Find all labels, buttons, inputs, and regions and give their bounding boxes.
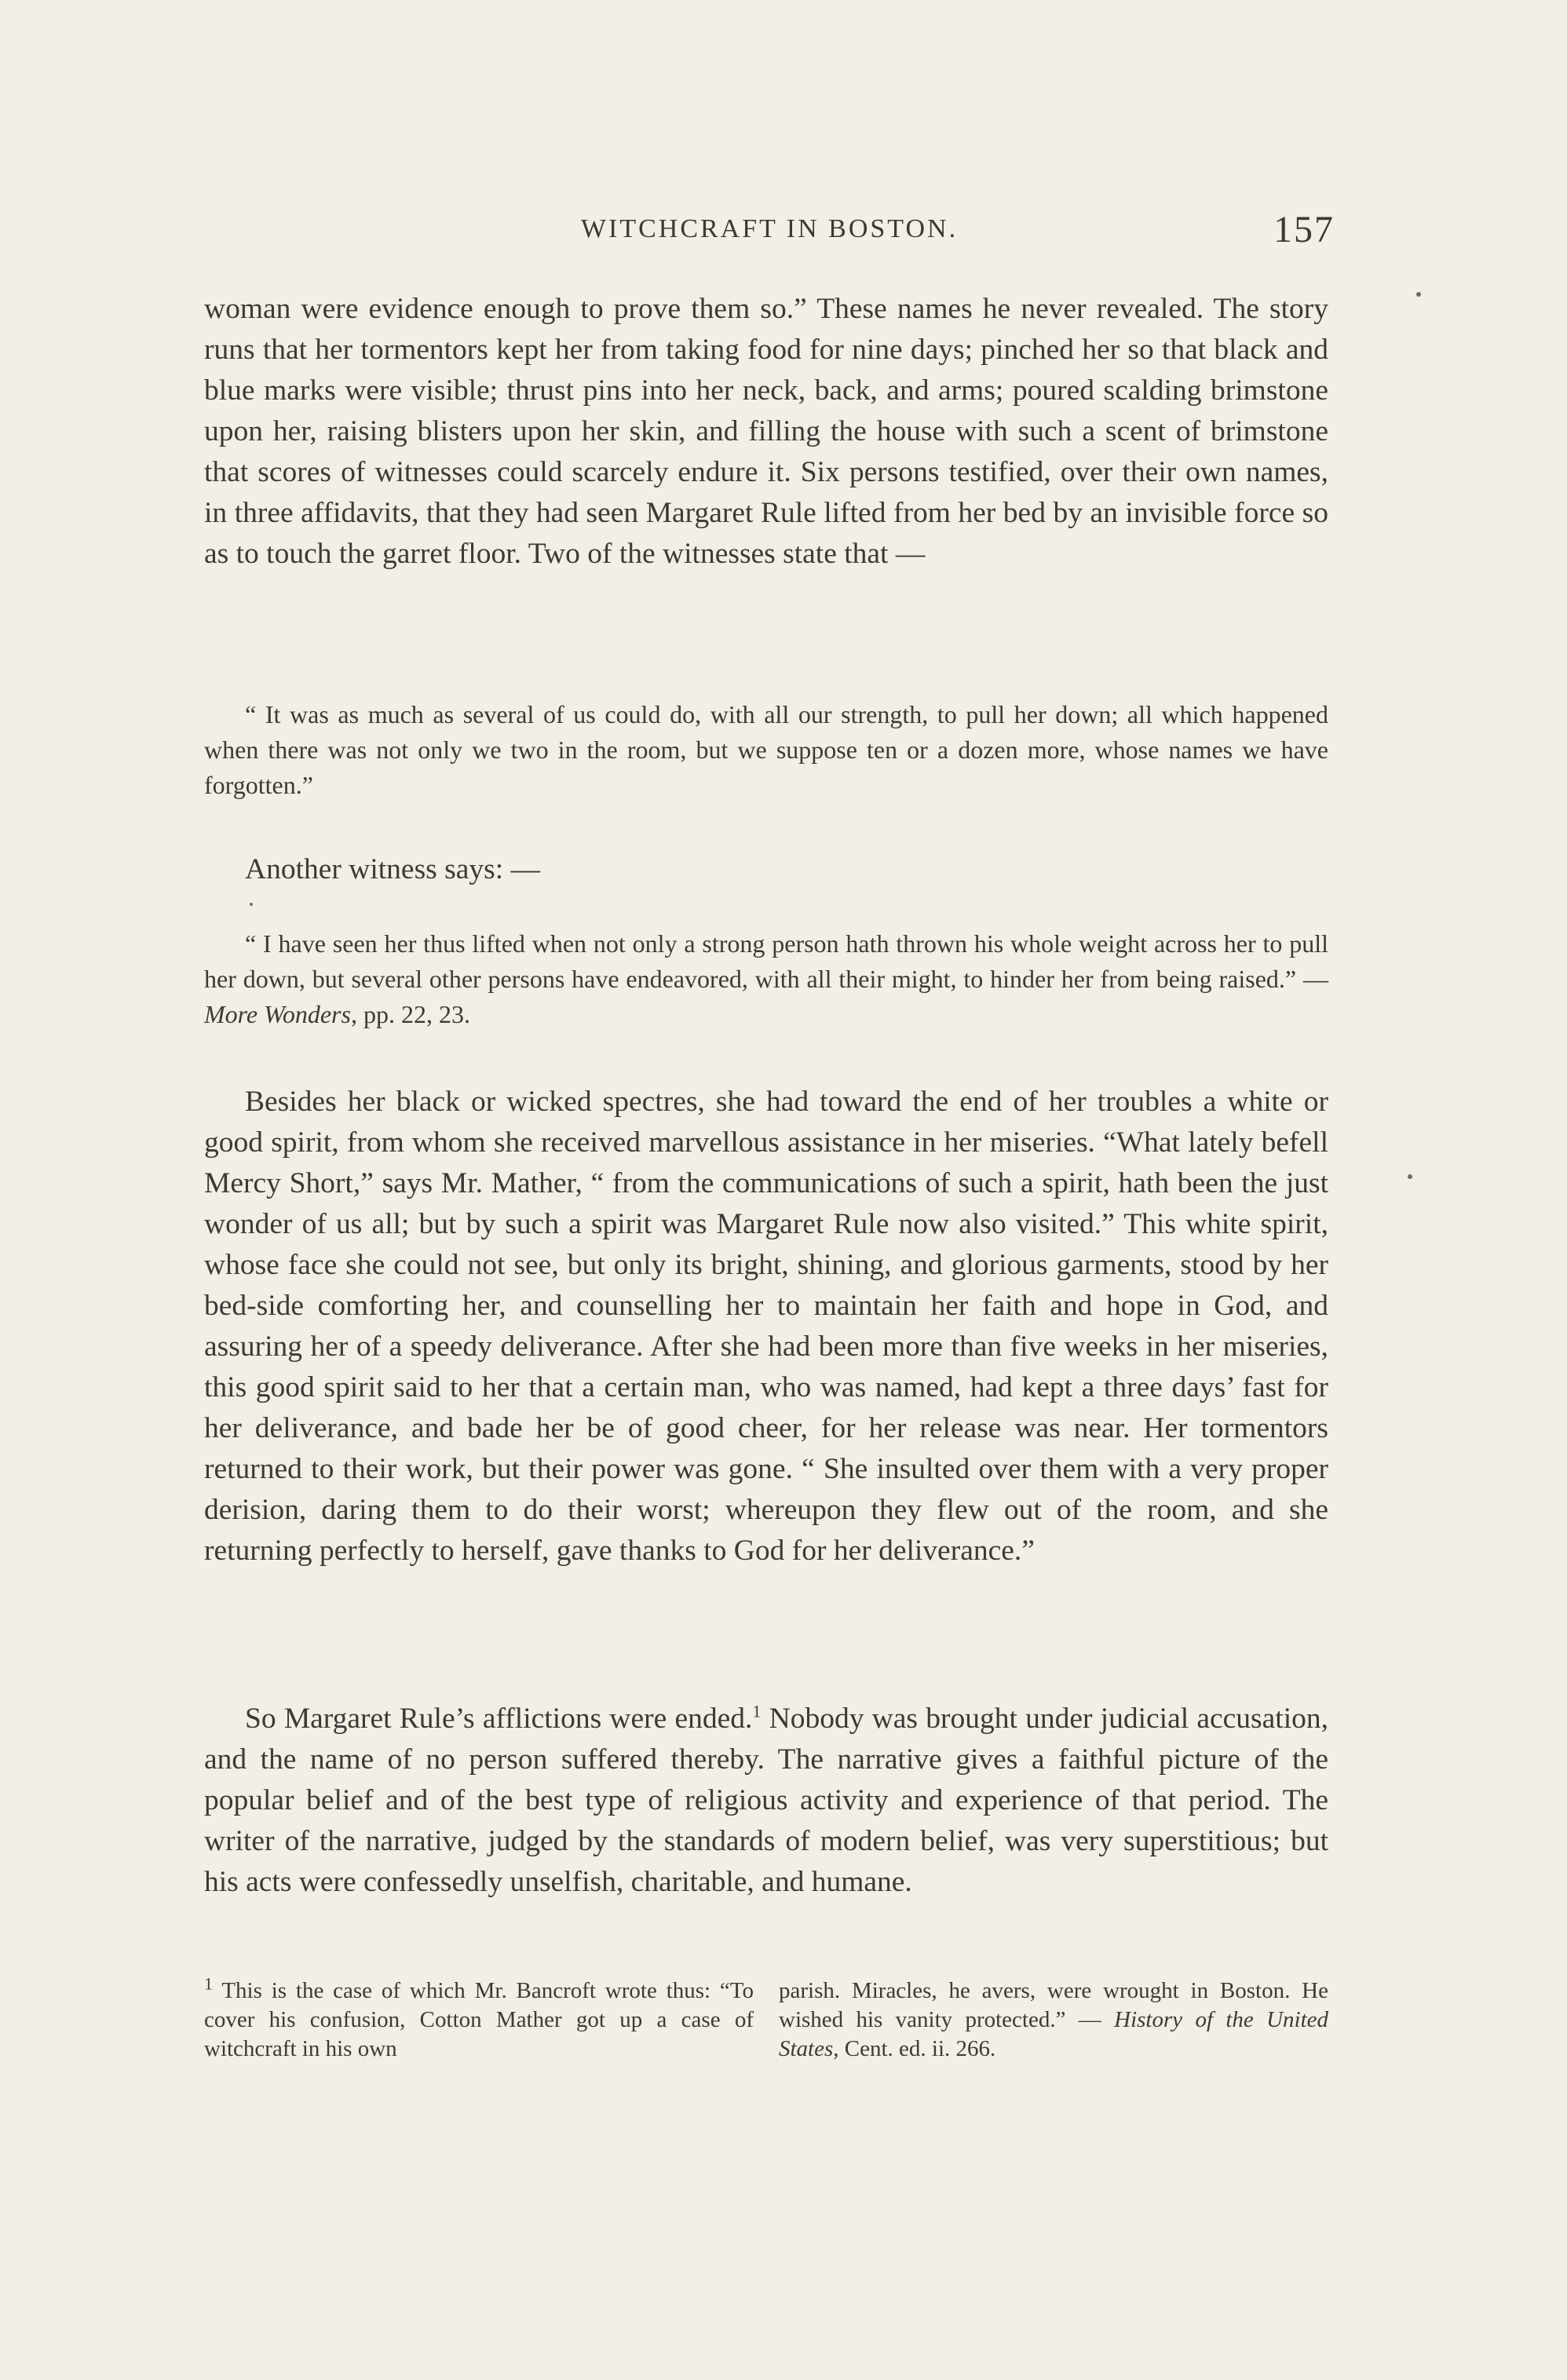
page-header [204,208,1335,255]
footnotes [204,1973,1329,2064]
quoted-testimony [204,926,1328,1032]
quote-text: “ I have seen her thus lifted when not only a strong person hath thrown his whole weight across her to pull her down, but several other persons have endeavored, with all their might, to hinder her from being raised.” — [204,929,1328,993]
body-paragraph: Besides her black or wicked spectres, she had toward the end of her troubles a white or good spirit, from whom she received marvellous assistance in her miseries. “What lately befell Mercy Short,” says Mr. Mather, “ from the communications of such a spirit, hath been the just wonder of us all; but by such a spirit was Margaret Rule now also visited.” This white spirit, whose face she could not see, but only its bright, shining, and glorious garments, stood by her bed-side comforting her, and counselling her to maintain her faith and hope in God, and assuring her of a speedy deliverance. After she had been more than five weeks in her miseries, this good spirit said to her that a certain man, who was named, had kept a three days’ fast for her deliverance, and bade her be of good cheer, for her release was near. Her tormentors returned to their work, but their power was gone. “ She insulted over them with a very proper derision, daring them to do their worst; whereupon they flew out of the room, and she returning perfectly to herself, gave thanks to God for her deliverance.” [204,1086,1328,1567]
footnote-reference: 1 [752,1701,762,1721]
running-head: WITCHCRAFT IN BOSTON. [580,214,959,243]
footnote-text: This is the case of which Mr. Bancroft wrote thus: “To cover his confusion, Cotton Mather got up a case of witchcraft in his own [204,1978,754,2061]
paragraph-opening [204,289,1328,575]
block-quote-1 [204,697,1328,803]
body-paragraph: Another witness says: — [245,853,541,885]
footnote-text: parish. Miracles, he avers, were wrought in Boston. He wished his vanity protected.” — [779,1978,1328,2032]
print-speck [1416,292,1421,297]
paragraph-another-witness [204,849,1328,890]
paragraph-text: Nobody was brought under judicial accusation, and the name of no person suffered thereby. The narrative gives a faithful picture of the popular belief and of the best type of religious activity and experience of that period. The writer of the narrative, judged by the standards of modern belief, was very superstitious; but his acts were confessedly unselfish, charitable, and humane. [204,1703,1328,1898]
body-paragraph [204,1699,1328,1903]
block-quote-2 [204,926,1328,1032]
footnote-column-left [204,1973,754,2064]
footnote-marker: 1 [204,1973,213,1994]
footnote-citation-end: , Cent. ed. ii. 266. [833,2036,996,2061]
quoted-testimony: “ It was as much as several of us could do, with all our strength, to pull her down; all which happened when there was not only we two in the room, but we suppose ten or a dozen more, whose names we have forgotten.” [204,700,1328,799]
print-speck [250,903,253,906]
paragraph-text: So Margaret Rule’s afflictions were ended. [245,1703,753,1735]
page-number: 157 [1273,209,1335,250]
footnote-column-right [779,1977,1328,2064]
footnote-citation-title: History of the United States [779,2007,1329,2061]
print-speck [1408,1174,1412,1179]
body-paragraph: woman were evidence enough to prove them so.” These names he never revealed. The story runs that her tormentors kept her from taking food for nine days; pinched her so that black and blue marks were visible; thrust pins into her neck, back, and arms; poured scalding brimstone upon her, raising blisters upon her skin, and filling the house with such a scent of brimstone that scores of witnesses could scarcely endure it. Six persons testified, over their own names, in three affidavits, that they had seen Margaret Rule lifted from her bed by an invisible force so as to touch the garret floor. Two of the witnesses state that — [204,293,1328,570]
citation-title: More Wonders [204,1000,351,1028]
paragraph-conclusion [204,1699,1328,1903]
citation-pages: , pp. 22, 23. [350,1000,470,1028]
paragraph-white-spirit [204,1082,1328,1571]
